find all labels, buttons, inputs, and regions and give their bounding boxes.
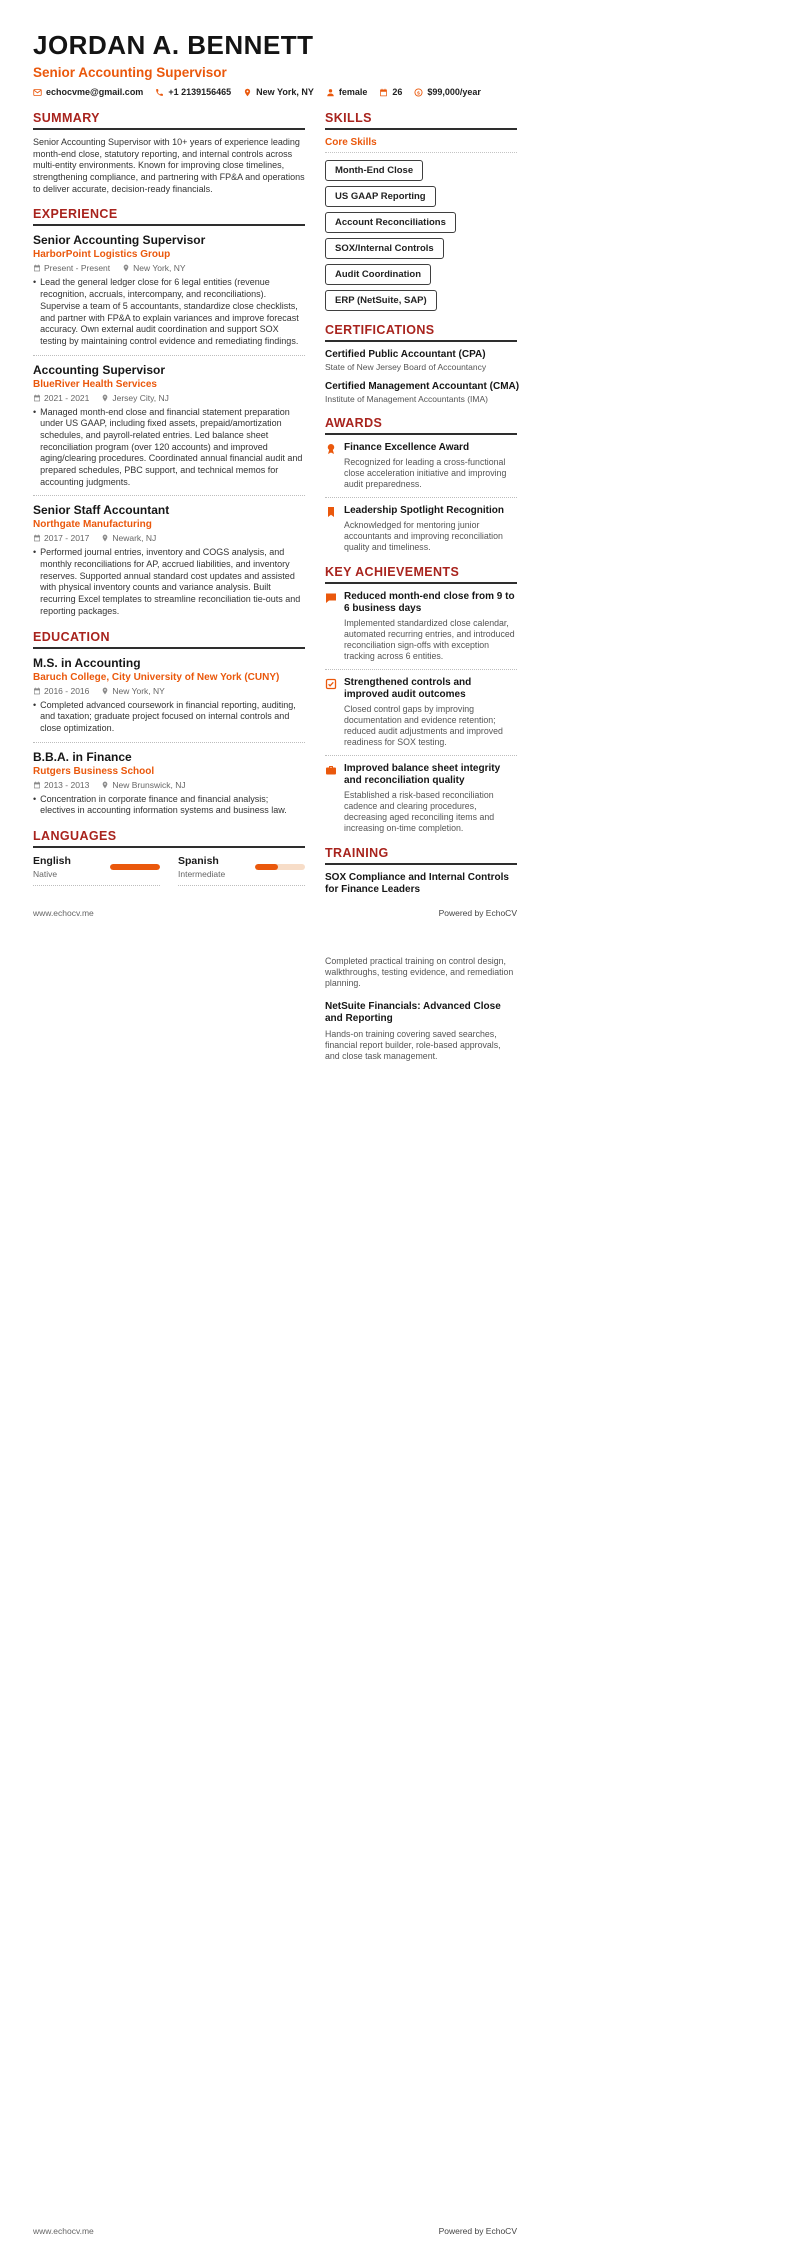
mail-icon — [33, 88, 42, 97]
page-footer — [33, 908, 517, 918]
certification-name: Certified Management Accountant (CMA) — [325, 381, 520, 392]
contact-row — [33, 87, 517, 97]
job-title: Senior Accounting Supervisor — [33, 233, 206, 248]
contact-salary — [414, 87, 481, 97]
achievement-body — [344, 591, 517, 662]
footer-powered: Powered by EchoCV — [438, 907, 517, 918]
svg-text:$: $ — [417, 90, 421, 96]
achievement-title: Improved balance sheet integrity and reconciliation quality — [344, 762, 501, 786]
contact-age — [379, 87, 402, 97]
summary-text: Senior Accounting Supervisor with 10+ years of experience leading month-end close, statutory reporting, and internal controls across multi-entity environments. Known for improving close timelines, strengthening compliance, and partnering with FP&A and operations to deliver accurate, decision-ready financials. — [33, 137, 305, 194]
experience-section — [33, 207, 305, 617]
job-bullet: • Lead the general ledger close for 6 legal entities (revenue recognition, accruals, intercompany, and reconciliations). Supervise a team of 5 accountants, standardize close checklists, and partner with FP&A to explain variances and improve forecast accuracy. Own external audit coordination and support SOX testing by maintaining control evidence and remediating findings. — [33, 277, 299, 346]
location-icon — [122, 264, 130, 272]
award-description: Recognized for leading a cross-functional close acceleration initiative and improving audit preparedness. — [344, 457, 507, 489]
award-body — [344, 442, 517, 490]
person-icon — [326, 88, 335, 97]
comment-icon — [325, 591, 337, 604]
job-bullet: • Managed month-end close and financial statement preparation under US GAAP, including fixed assets, prepaid/amortization schedules, and payroll-related entries. Led balance sheet reconciliation program (over 120 accounts) and improved aging/clearing procedures. Coordinated annual financial audit and prepared schedules, PBC support, and technical memos for accounting judgments. — [33, 406, 303, 487]
job-title: Senior Staff Accountant — [33, 503, 170, 518]
education-bullet: • Concentration in corporate finance and financial analysis; electives in accounting information systems and business law. — [33, 793, 287, 816]
job-dates: 2017 - 2017 — [33, 533, 89, 543]
achievement-item — [325, 677, 517, 748]
award-item — [325, 442, 517, 490]
contact-email[interactable] — [33, 87, 143, 97]
job-dates: 2021 - 2021 — [33, 393, 89, 403]
experience-item — [33, 363, 305, 489]
contact-gender — [326, 87, 368, 97]
language-name: Spanish — [178, 854, 219, 867]
company-name: HarborPoint Logistics Group — [33, 249, 171, 261]
certification-item — [325, 349, 517, 372]
money-icon — [414, 88, 423, 97]
footer-site-link[interactable]: www.echocv.me — [33, 2226, 94, 2236]
calendar-icon — [33, 687, 41, 695]
company-name: BlueRiver Health Services — [33, 378, 157, 390]
job-dates: Present - Present — [33, 263, 110, 273]
job-location: New York, NY — [122, 263, 185, 273]
job-location: Newark, NJ — [101, 533, 156, 543]
award-title: Finance Excellence Award — [344, 442, 470, 453]
achievement-description: Closed control gaps by improving documentation and evidence retention; reduced audit adjustments and improved readiness for SOX testing. — [344, 703, 503, 747]
location-icon — [243, 88, 252, 97]
key-achievements-heading: KEY ACHIEVEMENTS — [325, 565, 517, 584]
training-section — [325, 846, 517, 896]
language-level: Intermediate — [178, 868, 226, 879]
award-body — [344, 505, 517, 553]
award-title: Leadership Spotlight Recognition — [344, 504, 504, 516]
summary-heading: SUMMARY — [33, 111, 305, 130]
awards-section — [325, 416, 517, 553]
language-item — [178, 855, 305, 886]
languages-row — [33, 855, 305, 886]
page-footer — [33, 2226, 517, 2236]
achievement-title: Strengthened controls and improved audit outcomes — [344, 676, 472, 700]
job-meta — [33, 393, 305, 403]
job-meta — [33, 533, 305, 543]
training-course-description: Completed practical training on control design, walkthroughs, testing evidence, and remediation planning. — [325, 955, 514, 988]
contact-phone-text: +1 2139156465 — [168, 87, 232, 97]
calendar-icon — [33, 534, 41, 542]
education-item — [33, 656, 305, 735]
candidate-job-title: Senior Accounting Supervisor — [33, 65, 227, 80]
skill-chip: Account Reconciliations — [325, 212, 456, 233]
language-progress-fill — [110, 864, 160, 870]
education-location: New York, NY — [101, 686, 164, 696]
skill-chip: US GAAP Reporting — [325, 186, 436, 207]
contact-email-text: echocvme@gmail.com — [46, 87, 144, 97]
training-course-title: NetSuite Financials: Advanced Close and Reporting — [325, 1000, 501, 1024]
job-title: Accounting Supervisor — [33, 362, 166, 377]
company-name: Northgate Manufacturing — [33, 519, 152, 531]
job-bullet: • Performed journal entries, inventory and COGS analysis, and monthly reconciliations for AP, accrued liabilities, and inventory reserves. Supported annual standard cost updates and assisted with physical inventory counts and variance analysis. Built recurring Excel templates to streamline reconciliation tie-outs and reporting packages. — [33, 547, 301, 616]
location-icon — [101, 687, 109, 695]
language-item — [33, 855, 160, 886]
certifications-section — [325, 323, 520, 404]
certifications-heading: CERTIFICATIONS — [325, 323, 517, 342]
page-1 — [0, 0, 550, 918]
dotted-divider — [325, 755, 517, 756]
dotted-divider — [33, 355, 305, 356]
school-name: Baruch College, City University of New York (CUNY) — [33, 671, 280, 683]
right-column — [325, 99, 520, 896]
award-item — [325, 505, 517, 553]
bullet-marker: • — [33, 793, 37, 804]
language-text — [33, 855, 71, 879]
calendar-icon — [33, 781, 41, 789]
skills-section — [325, 111, 517, 311]
candidate-name: JORDAN A. BENNETT — [33, 30, 314, 60]
bookmark-icon — [325, 505, 337, 518]
dotted-divider — [325, 497, 517, 498]
skill-chips — [325, 160, 517, 311]
achievement-description: Implemented standardized close calendar, automated recurring entries, and introduced reconciliation sign-offs with exception tracking across 6 entities. — [344, 617, 515, 661]
achievement-description: Established a risk-based reconciliation cadence and clearing procedures, decreasing aged reconciling items and increasing on-time completion. — [344, 789, 495, 833]
language-level: Native — [33, 868, 58, 879]
experience-item — [33, 503, 305, 617]
language-progress-bar — [110, 864, 160, 870]
experience-item — [33, 233, 305, 347]
language-progress-fill — [255, 864, 278, 870]
language-progress-bar — [255, 864, 305, 870]
degree-title: M.S. in Accounting — [33, 655, 141, 670]
key-achievements-section — [325, 565, 517, 834]
bullet-marker: • — [33, 547, 37, 558]
certification-item — [325, 381, 520, 404]
education-section — [33, 630, 305, 817]
phone-icon — [155, 88, 164, 97]
contact-salary-text: $99,000/year — [427, 87, 481, 97]
achievement-title: Reduced month-end close from 9 to 6 business days — [344, 590, 515, 614]
skill-chip: Audit Coordination — [325, 264, 431, 285]
location-icon — [101, 534, 109, 542]
experience-heading: EXPERIENCE — [33, 207, 305, 226]
skill-chip: Month-End Close — [325, 160, 423, 181]
achievement-item — [325, 763, 517, 834]
location-icon — [101, 394, 109, 402]
contact-location — [243, 87, 314, 97]
language-name: English — [33, 854, 71, 867]
check-square-icon — [325, 677, 337, 690]
education-dates: 2016 - 2016 — [33, 686, 89, 696]
achievement-body — [344, 763, 517, 834]
school-name: Rutgers Business School — [33, 765, 155, 777]
skills-heading: SKILLS — [325, 111, 517, 130]
skills-group-label: Core Skills — [325, 137, 517, 153]
calendar-icon — [379, 88, 388, 97]
award-description: Acknowledged for mentoring junior accountants and improving reconciliation quality and timeliness. — [344, 519, 503, 552]
bullet-marker: • — [33, 406, 37, 417]
dotted-divider — [33, 495, 305, 496]
certification-org: Institute of Management Accountants (IMA) — [325, 394, 488, 404]
contact-gender-text: female — [338, 87, 368, 97]
languages-heading: LANGUAGES — [33, 829, 305, 848]
left-column — [33, 99, 305, 886]
education-meta — [33, 780, 305, 790]
training-heading: TRAINING — [325, 846, 517, 865]
achievement-item — [325, 591, 517, 662]
summary-section — [33, 111, 305, 195]
education-item — [33, 750, 305, 817]
training-course-description: Hands-on training covering saved searches, financial report builder, role-based approvals, and close task management. — [325, 1028, 501, 1061]
degree-title: B.B.A. in Finance — [33, 749, 132, 764]
page-2-training-continuation — [325, 956, 517, 1062]
education-meta — [33, 686, 305, 696]
languages-section — [33, 829, 305, 886]
training-course-title: SOX Compliance and Internal Controls for Finance Leaders — [325, 871, 509, 895]
medal-icon — [325, 442, 337, 455]
dotted-divider — [325, 669, 517, 670]
certification-name: Certified Public Accountant (CPA) — [325, 349, 486, 360]
education-bullet: • Completed advanced coursework in financial reporting, auditing, and taxation; graduate project focused on internal controls and close optimization. — [33, 699, 296, 733]
calendar-icon — [33, 264, 41, 272]
location-icon — [101, 781, 109, 789]
achievement-body — [344, 677, 517, 748]
footer-powered: Powered by EchoCV — [438, 2226, 517, 2236]
job-meta — [33, 263, 305, 273]
footer-site-link[interactable]: www.echocv.me — [33, 907, 94, 918]
certification-org: State of New Jersey Board of Accountancy — [325, 362, 487, 372]
education-heading: EDUCATION — [33, 630, 305, 649]
bullet-marker: • — [33, 277, 37, 288]
language-text — [178, 855, 225, 879]
briefcase-icon — [325, 763, 337, 776]
education-dates: 2013 - 2013 — [33, 780, 89, 790]
awards-heading: AWARDS — [325, 416, 517, 435]
job-location: Jersey City, NJ — [101, 393, 169, 403]
contact-location-text: New York, NY — [256, 87, 314, 97]
skill-chip: ERP (NetSuite, SAP) — [325, 290, 437, 311]
calendar-icon — [33, 394, 41, 402]
dotted-divider — [33, 742, 305, 743]
education-location: New Brunswick, NJ — [101, 780, 185, 790]
contact-phone[interactable] — [155, 87, 231, 97]
content-columns — [33, 99, 520, 896]
skill-chip: SOX/Internal Controls — [325, 238, 444, 259]
bullet-marker: • — [33, 699, 37, 710]
resume-header — [33, 30, 517, 97]
contact-age-text: 26 — [392, 87, 403, 97]
